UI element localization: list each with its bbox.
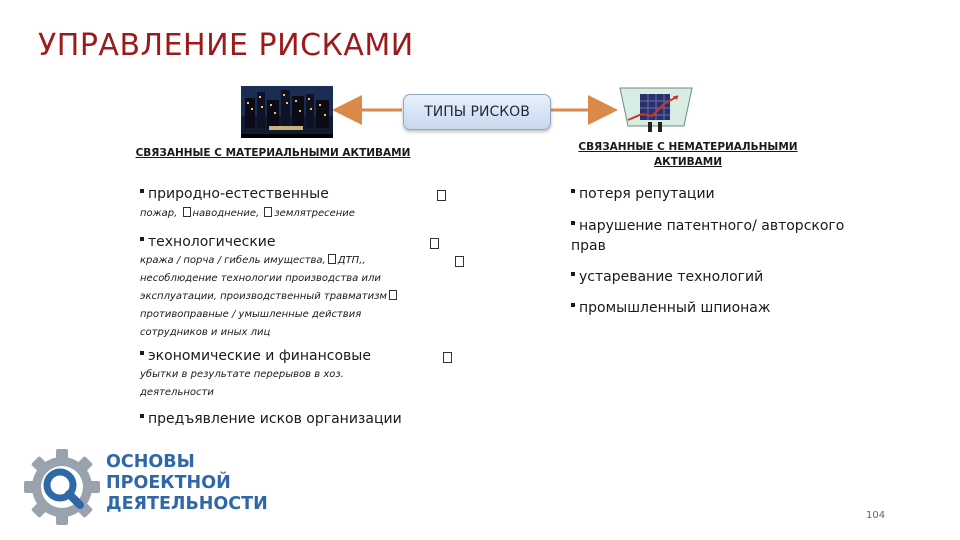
missing-symbol-icon [264, 207, 272, 217]
patent-risk-item: нарушение патентного/ авторского прав [571, 218, 845, 254]
obsolete-tech-risk-item: устаревание технологий [571, 267, 763, 287]
risk-types-box: ТИПЫ РИСКОВ [403, 94, 551, 130]
bullet-marker [140, 414, 144, 418]
right-column-heading [568, 140, 808, 170]
missing-symbol-icon [389, 290, 397, 300]
right-heading-line2: АКТИВАМИ [653, 156, 723, 168]
economic-risk-label: экономические и финансовые [148, 348, 371, 364]
page-number: 104 [866, 510, 886, 521]
natural-risk-examples: пожар, наводнение, землятресение [140, 208, 355, 219]
missing-symbol-icon [183, 207, 191, 217]
logo-text [106, 452, 268, 515]
missing-symbol-icon [430, 238, 439, 249]
missing-symbol-icon [443, 352, 452, 363]
missing-symbol-icon [328, 254, 336, 264]
slide-title: УПРАВЛЕНИЕ РИСКАМИ [38, 28, 414, 63]
natural-risk-label: природно-естественные [148, 186, 329, 202]
claims-risk-item [140, 409, 402, 429]
missing-symbol-icon [437, 190, 446, 201]
tech-risk-label: технологические [148, 234, 276, 250]
claims-risk-label: предъявление исков организации [148, 411, 402, 427]
logo-line3: ДЕЯТЕЛЬНОСТИ [106, 494, 268, 514]
logo-line2: ПРОЕКТНОЙ [106, 473, 231, 493]
economic-risk-examples: убытки в результате перерывов в хоз. деятельности [140, 369, 344, 398]
bullet-marker [571, 303, 575, 307]
bullet-marker [571, 221, 575, 225]
espionage-risk-item: промышленный шпионаж [571, 298, 770, 318]
gear-magnifier-logo-icon [20, 445, 104, 529]
right-heading-line1: СВЯЗАННЫЕ С НЕМАТЕРИАЛЬНЫМИ [578, 141, 798, 153]
missing-symbol-icon [455, 256, 464, 267]
bullet-marker [140, 351, 144, 355]
city-skyline-image [241, 86, 333, 138]
bullet-marker [571, 272, 575, 276]
growth-chart-image [618, 86, 694, 136]
logo-line1: ОСНОВЫ [106, 452, 195, 472]
left-column-heading: СВЯЗАННЫЕ С МАТЕРИАЛЬНЫМИ АКТИВАМИ [135, 147, 411, 159]
bullet-marker [140, 189, 144, 193]
natural-risk-item [140, 184, 329, 204]
tech-risk-examples: кража / порча / гибель имущества, ДТП,, несоблюдение технологии производства или эксплуатации, производственный травматизм противоправные / умышленные действия сотрудников и иных лиц [140, 252, 470, 342]
economic-risk-item [140, 346, 371, 366]
bullet-marker [140, 237, 144, 241]
tech-risk-item [140, 232, 276, 252]
bullet-marker [571, 189, 575, 193]
reputation-risk-item: потеря репутации [571, 184, 715, 204]
